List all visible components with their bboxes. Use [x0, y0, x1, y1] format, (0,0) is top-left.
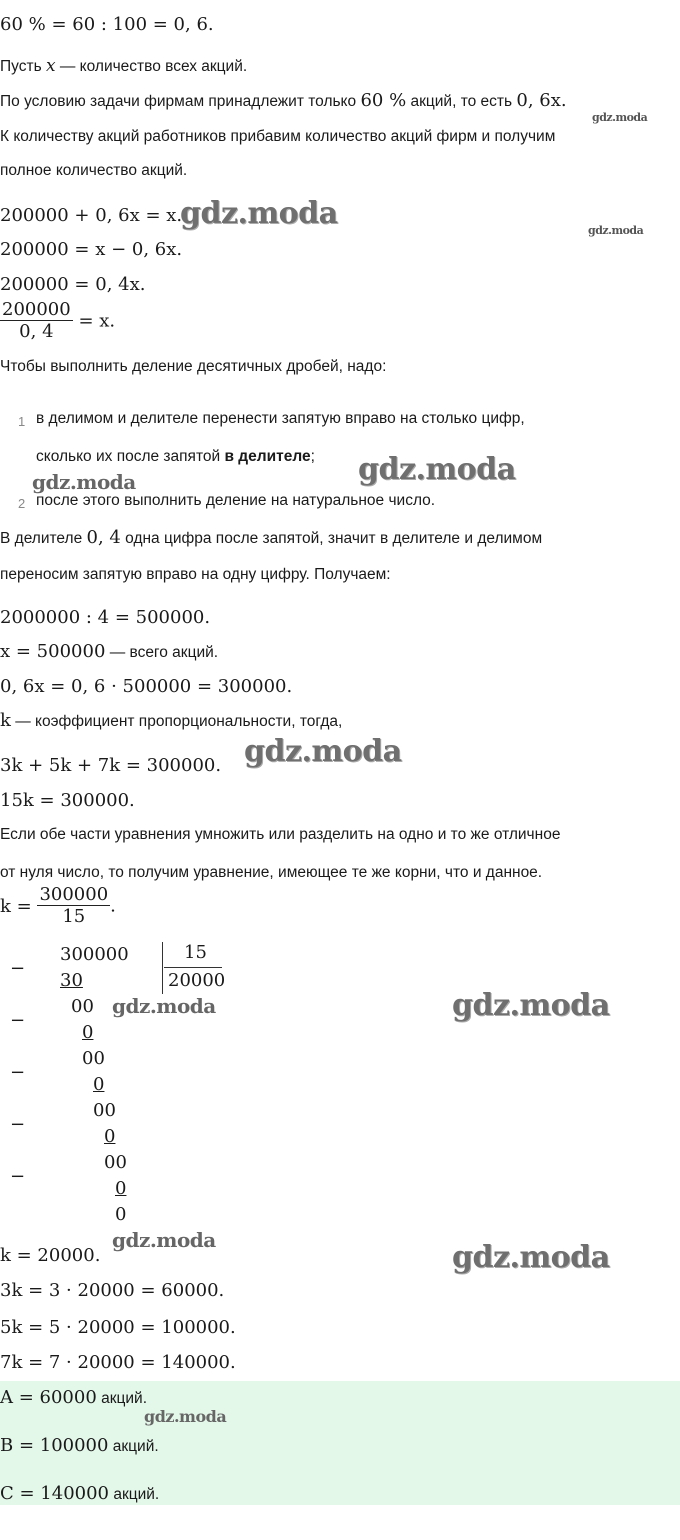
division-bracket-vertical	[162, 942, 163, 994]
answer-b	[0, 1435, 159, 1456]
text-segment: акций.	[109, 1486, 160, 1503]
equation-11: 3k = 3 · 20000 = 60000.	[0, 1280, 225, 1301]
division-divisor: 15	[184, 942, 207, 963]
division-subtrahend: 0	[93, 1074, 105, 1095]
fraction-denominator: 0, 4	[19, 321, 54, 342]
division-dividend: 300000	[60, 944, 129, 965]
division-subtrahend: 0	[115, 1178, 127, 1199]
text-segment: — количество всех акций.	[55, 58, 248, 75]
text-segment: В делителе	[0, 530, 87, 547]
division-subtrahend: 0	[82, 1022, 94, 1043]
math-var: x	[45, 56, 56, 76]
equation-percent: 60 % = 60 : 100 = 0, 6.	[0, 14, 214, 35]
equation-4: 2000000 : 4 = 500000.	[0, 607, 211, 628]
text-condition	[0, 90, 567, 111]
text-equation-rule-1: Если обе части уравнения умножить или разделить на одно и то же отличное	[0, 826, 561, 843]
minus-sign: −	[10, 958, 26, 979]
fraction	[37, 885, 110, 928]
text-divisor	[0, 527, 542, 548]
list-item-1-line-1: в делимом и делителе перенести запятую вправо на столько цифр,	[36, 410, 525, 427]
watermark: gdz.moda	[112, 994, 216, 1018]
list-item-2: после этого выполнить деление на натуральное число.	[36, 492, 436, 509]
division-remainder: 00	[82, 1048, 105, 1069]
math-inline: k	[0, 710, 11, 731]
equation-9: 15k = 300000.	[0, 790, 135, 811]
watermark: gdz.moda	[588, 224, 644, 237]
minus-sign: −	[10, 1062, 26, 1083]
text-segment: ;	[310, 448, 315, 465]
minus-sign: −	[10, 1114, 26, 1135]
fraction-numerator: 300000	[39, 884, 109, 905]
equation-12: 5k = 5 · 20000 = 100000.	[0, 1317, 236, 1338]
watermark: gdz.moda	[32, 470, 136, 494]
division-bracket-horizontal	[164, 967, 222, 968]
text-segment: сколько их после запятой	[36, 448, 225, 465]
division-remainder: 00	[71, 996, 94, 1017]
text-segment: По условию задачи фирмам принадлежит только	[0, 93, 361, 110]
equation-10: k = 20000.	[0, 1245, 101, 1266]
equation-fraction-1	[0, 300, 115, 343]
list-number: 2	[18, 496, 26, 511]
math-inline: = x.	[78, 310, 116, 332]
fraction	[0, 300, 73, 343]
division-subtrahend: 30	[60, 970, 83, 991]
division-quotient: 20000	[168, 970, 226, 991]
watermark: gdz.moda	[244, 734, 402, 769]
watermark: gdz.moda	[452, 988, 610, 1023]
division-remainder: 0	[115, 1204, 127, 1225]
text-segment: акций.	[108, 1438, 159, 1455]
text-equation-rule-2: от нуля число, то получим уравнение, имеющее те же корни, что и данное.	[0, 864, 543, 881]
watermark: gdz.moda	[452, 1240, 610, 1275]
text-segment: Пусть	[0, 58, 46, 75]
equation-1: 200000 + 0, 6x = x.	[0, 205, 183, 226]
text-bold: в делителе	[224, 448, 311, 465]
division-remainder: 00	[104, 1152, 127, 1173]
text-segment: — коэффициент пропорциональности, тогда,	[10, 713, 343, 730]
division-remainder: 00	[93, 1100, 116, 1121]
watermark: gdz.moda	[180, 196, 338, 231]
math-inline: k =	[0, 896, 32, 917]
equation-2: 200000 = x − 0, 6x.	[0, 239, 183, 260]
text-full-count: полное количество акций.	[0, 162, 188, 179]
fraction-numerator: 200000	[2, 299, 71, 320]
math-inline: x = 500000	[0, 641, 106, 662]
math-inline: .	[110, 895, 116, 917]
text-let-x	[0, 56, 247, 76]
math-inline: B = 100000	[0, 1435, 109, 1456]
answer-c	[0, 1483, 159, 1504]
equation-7	[0, 710, 342, 731]
watermark: gdz.moda	[358, 452, 516, 487]
list-item-1-line-2	[36, 448, 315, 466]
text-segment: — всего акций.	[105, 644, 219, 661]
text-segment: акций.	[96, 1390, 148, 1407]
math-inline: A = 60000	[0, 1387, 97, 1408]
equation-8: 3k + 5k + 7k = 300000.	[0, 755, 222, 776]
list-number: 1	[18, 414, 26, 429]
text-segment: акций, то есть	[406, 93, 517, 110]
equation-6: 0, 6x = 0, 6 · 500000 = 300000.	[0, 676, 293, 697]
watermark: gdz.moda	[144, 1407, 227, 1426]
answer-a	[0, 1387, 147, 1408]
text-move-comma: переносим запятую вправо на одну цифру. Получаем:	[0, 566, 391, 583]
math-inline: 0, 4	[86, 527, 121, 548]
text-division-rule: Чтобы выполнить деление десятичных дробей, надо:	[0, 358, 387, 375]
equation-13: 7k = 7 · 20000 = 140000.	[0, 1352, 236, 1373]
answer-block	[0, 1381, 680, 1505]
text-add-shares: К количеству акций работников прибавим количество акций фирм и получим	[0, 128, 556, 145]
watermark: gdz.moda	[592, 111, 648, 124]
equation-3: 200000 = 0, 4x.	[0, 274, 146, 295]
text-segment: одна цифра после запятой, значит в делителе и делимом	[120, 530, 543, 547]
division-subtrahend: 0	[104, 1126, 116, 1147]
minus-sign: −	[10, 1010, 26, 1031]
watermark: gdz.moda	[112, 1228, 216, 1252]
equation-5	[0, 641, 218, 662]
equation-fraction-2	[0, 885, 116, 928]
math-inline: 60 %	[360, 90, 407, 111]
math-inline: 0, 6x.	[516, 90, 567, 111]
math-inline: C = 140000	[0, 1483, 110, 1504]
fraction-denominator: 15	[62, 906, 86, 927]
minus-sign: −	[10, 1166, 26, 1187]
